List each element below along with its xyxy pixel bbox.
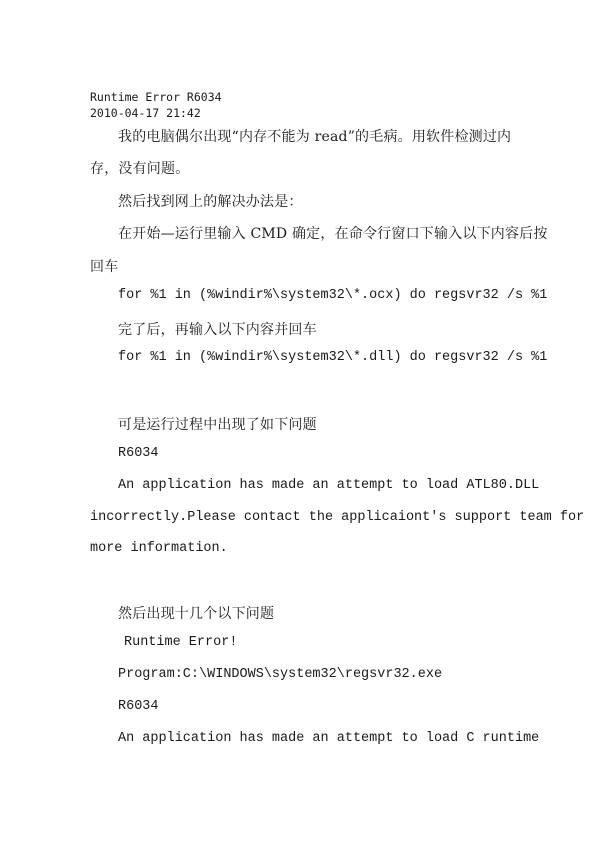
paragraph-line: 然后找到网上的解决办法是： [118, 194, 303, 210]
error-message-line: incorrectly.Please contact the applicaiont's support team for [90, 510, 585, 525]
command-line: for %1 in (%windir%\system32\*.dll) do regsvr32 /s %1 [118, 350, 548, 365]
paragraph-line: 我的电脑偶尔出现“内存不能为 read”的毛病。用软件检测过内 [118, 129, 512, 145]
error-code: R6034 [118, 446, 159, 461]
error-title: Runtime Error! [124, 635, 238, 650]
error-message-line: more information. [90, 541, 228, 556]
document-datetime: 2010-04-17 21:42 [90, 106, 201, 120]
paragraph-line: 在开始—运行里输入 CMD 确定，在命令行窗口下输入以下内容后按 [118, 226, 548, 242]
document-title: Runtime Error R6034 [90, 90, 222, 104]
paragraph-line: 然后出现十几个以下问题 [118, 606, 275, 622]
command-line: for %1 in (%windir%\system32\*.ocx) do regsvr32 /s %1 [118, 288, 548, 303]
paragraph-line: 可是运行过程中出现了如下问题 [118, 417, 317, 433]
error-code: R6034 [118, 699, 159, 714]
error-program-path: Program:C:\WINDOWS\system32\regsvr32.exe [118, 667, 443, 682]
error-message-line: An application has made an attempt to load ATL80.DLL [118, 478, 540, 493]
paragraph-line: 回车 [90, 259, 119, 275]
paragraph-line: 完了后，再输入以下内容并回车 [118, 322, 317, 338]
paragraph-line: 存，没有问题。 [90, 161, 190, 177]
error-message-line: An application has made an attempt to load C runtime [118, 731, 540, 746]
